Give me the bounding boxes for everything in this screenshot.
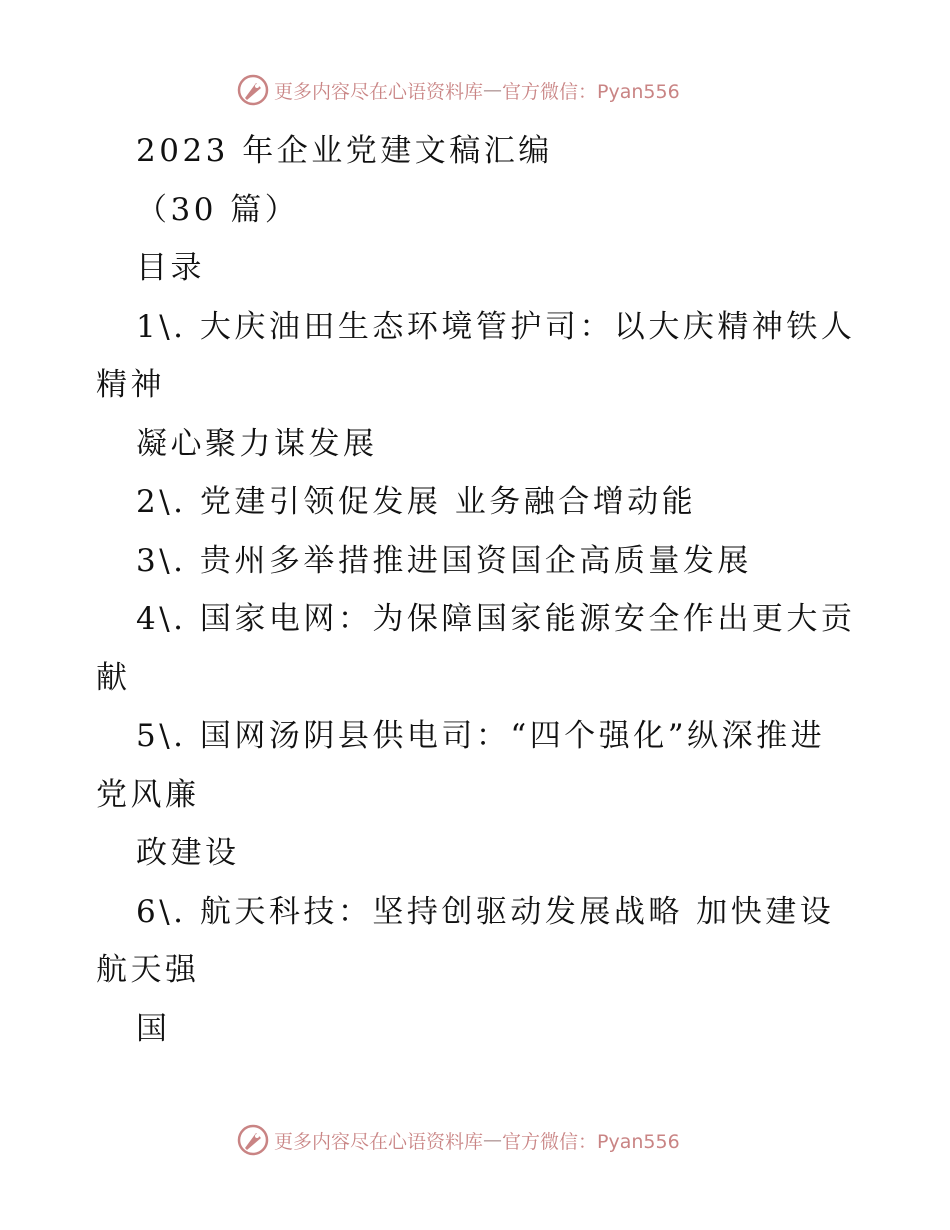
document-title: 2023 年企业党建文稿汇编 bbox=[136, 133, 553, 169]
toc-entry-5-line3: 政建设 bbox=[136, 835, 240, 871]
watermark-main-text: 更多内容尽在心语资料库 bbox=[274, 1130, 484, 1153]
watermark-contact-text: 官方微信：Pyan556 bbox=[502, 1130, 680, 1153]
toc-entry-1-line2: 精神 bbox=[96, 367, 165, 403]
toc-entry-6-line3: 国 bbox=[136, 1010, 171, 1047]
pen-nib-logo-icon bbox=[236, 1123, 270, 1157]
watermark-separator: — bbox=[483, 79, 503, 101]
toc-entry-2: 2\. 党建引领促发展 业务融合增动能 bbox=[136, 484, 697, 520]
watermark-header bbox=[236, 72, 680, 108]
toc-entry-6-line2: 航天强 bbox=[96, 952, 200, 988]
watermark-main-text: 更多内容尽在心语资料库 bbox=[274, 80, 484, 103]
toc-entry-6-line1: 6\. 航天科技：坚持创驱动发展战略 加快建设 bbox=[136, 893, 835, 930]
watermark-contact-text: 官方微信：Pyan556 bbox=[502, 80, 680, 103]
watermark-footer bbox=[236, 1122, 680, 1158]
document-body bbox=[96, 122, 866, 1058]
toc-entry-1-line1: 1\. 大庆油田生态环境管护司：以大庆精神铁人 bbox=[136, 308, 856, 345]
toc-heading: 目录 bbox=[136, 250, 205, 286]
toc-entry-4-line1: 4\. 国家电网：为保障国家能源安全作出更大贡 bbox=[136, 601, 856, 637]
document-subtitle: （30 篇） bbox=[136, 191, 300, 228]
toc-entry-4-line2: 献 bbox=[96, 659, 131, 696]
toc-entry-5-line1: 5\. 国网汤阴县供电司：“四个强化”纵深推进 bbox=[136, 718, 826, 754]
watermark-separator: — bbox=[483, 1129, 503, 1151]
pen-nib-logo-icon bbox=[236, 73, 270, 107]
toc-entry-5-line2: 党风廉 bbox=[96, 776, 200, 813]
toc-entry-3: 3\. 贵州多举措推进国资国企高质量发展 bbox=[136, 542, 752, 579]
toc-entry-1-line3: 凝心聚力谋发展 bbox=[136, 425, 378, 462]
